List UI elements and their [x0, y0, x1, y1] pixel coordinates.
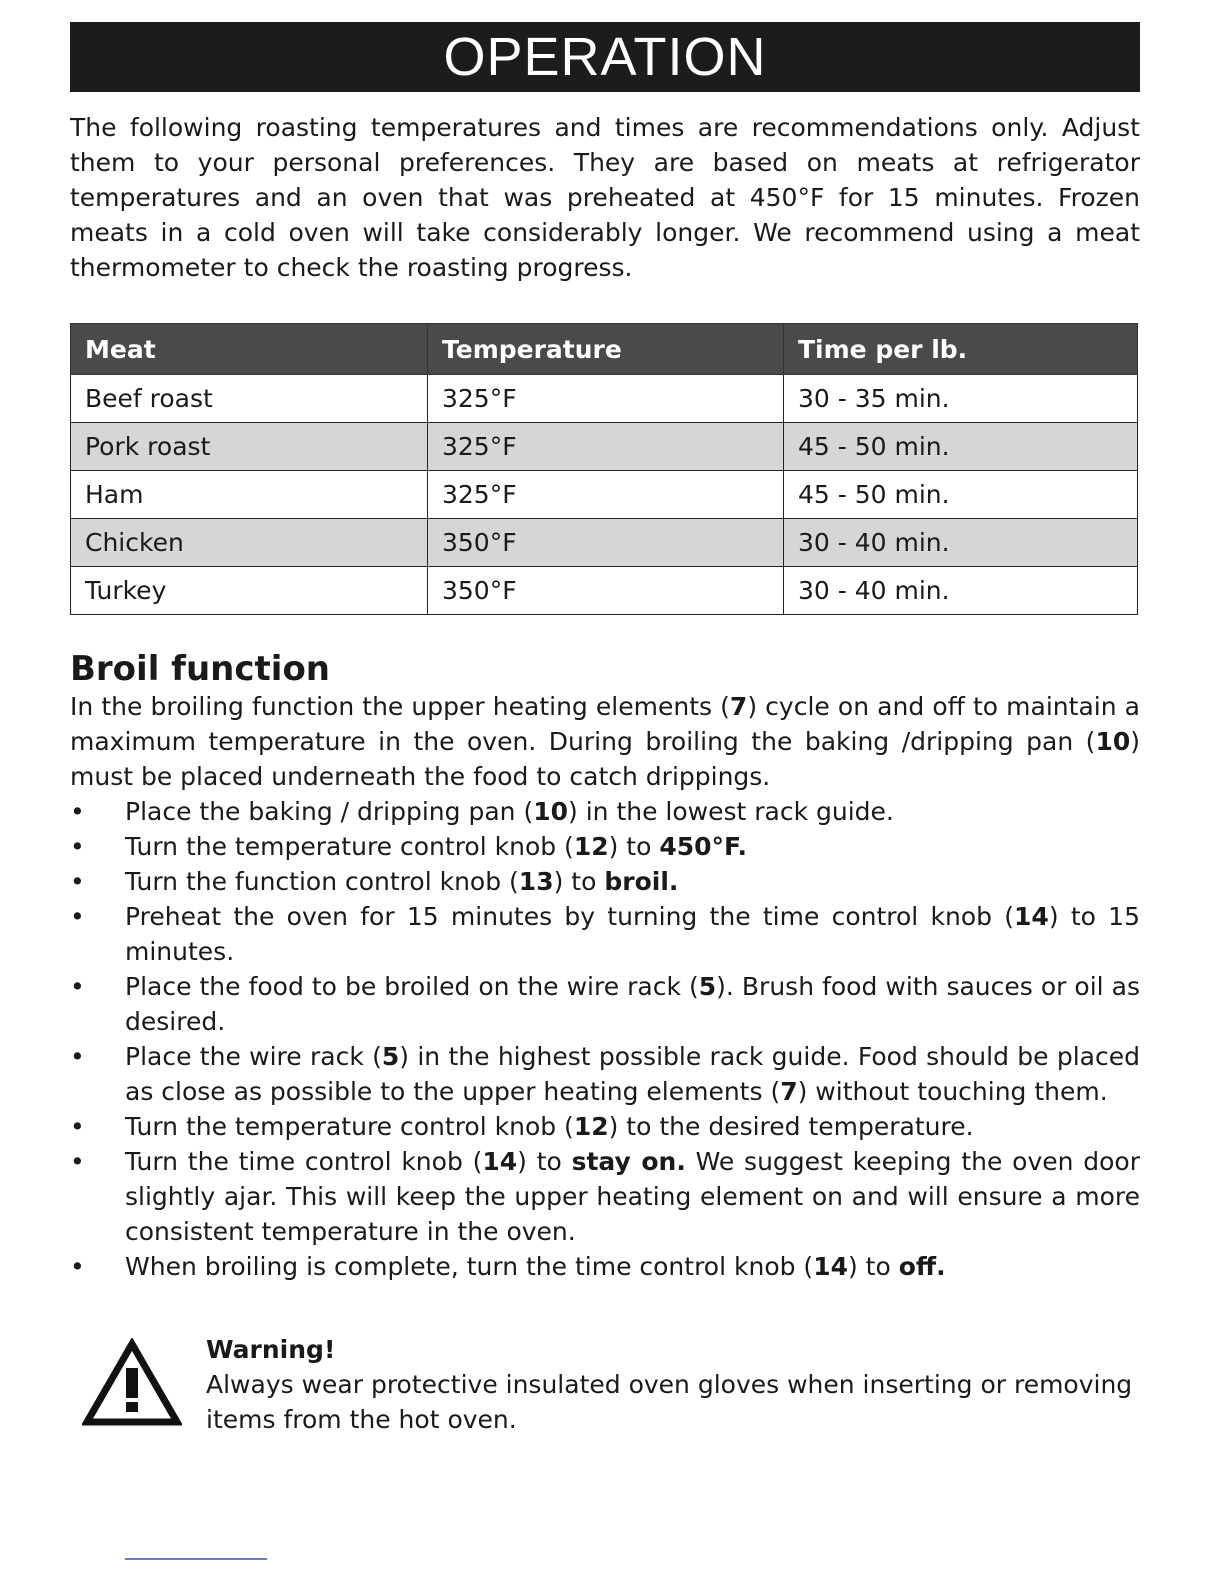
- table-row: [71, 375, 1138, 423]
- bullet-icon: •: [70, 867, 85, 896]
- text-run: ). Brush food with sauces or oil as desired.: [125, 972, 1140, 1036]
- cell-meat: Chicken: [71, 519, 428, 567]
- intro-paragraph: The following roasting temperatures and times are recommendations only. Adjust them to your personal preferences. They are based on meats at refrigerator temperatures and an oven that was preheated at 450°F for 15 minutes. Frozen meats in a cold oven will take considerably longer. We recommend using a meat thermometer to check the roasting progress.: [70, 113, 1140, 282]
- cell-meat: Ham: [71, 471, 428, 519]
- cell-time: 30 - 40 min.: [784, 519, 1138, 567]
- column-header-meat: Meat: [71, 324, 428, 375]
- text-run: ) to the desired temperature.: [608, 1112, 974, 1141]
- part-number: 12: [573, 832, 609, 861]
- list-item: [70, 794, 1140, 829]
- roasting-table: [70, 323, 1138, 615]
- text-run: Preheat the oven for 15 minutes by turning the time control knob (: [125, 902, 1015, 931]
- part-number: 7: [780, 1077, 798, 1106]
- text-run: ) to: [847, 1252, 899, 1281]
- page-title: OPERATION: [443, 27, 767, 87]
- manual-page: [70, 22, 1140, 1437]
- part-number: 14: [813, 1252, 848, 1281]
- text-run: Place the food to be broiled on the wire rack (: [125, 972, 699, 1001]
- footer-divider: [125, 1558, 267, 1560]
- part-number: 10: [1095, 727, 1131, 756]
- part-number: 7: [729, 692, 748, 721]
- table-row: [71, 519, 1138, 567]
- bullet-icon: •: [70, 1042, 85, 1071]
- text-run: ) must be placed underneath the food to catch drippings.: [70, 727, 1140, 791]
- setting-value: off.: [898, 1252, 946, 1281]
- bullet-icon: •: [70, 1112, 85, 1141]
- text-run: Turn the temperature control knob (: [125, 1112, 574, 1141]
- bullet-icon: •: [70, 902, 85, 931]
- part-number: 14: [482, 1147, 518, 1176]
- list-item: [70, 1249, 1140, 1284]
- list-item: [70, 899, 1140, 969]
- bullet-icon: •: [70, 972, 85, 1001]
- bullet-icon: •: [70, 797, 85, 826]
- list-item: [70, 1109, 1140, 1144]
- cell-temperature: 350°F: [428, 567, 784, 615]
- warning-box: [70, 1332, 1140, 1437]
- broil-heading: Broil function: [70, 649, 331, 689]
- bullet-icon: •: [70, 1252, 85, 1281]
- text-run: In the broiling function the upper heating elements (: [70, 692, 730, 721]
- setting-value: 450°F.: [659, 832, 747, 861]
- list-item: [70, 864, 1140, 899]
- text-run: ) to: [553, 867, 605, 896]
- list-item: [70, 1144, 1140, 1249]
- text-run: ) to: [608, 832, 660, 861]
- list-item: [70, 1039, 1140, 1109]
- cell-meat: Beef roast: [71, 375, 428, 423]
- bullet-icon: •: [70, 832, 85, 861]
- text-run: Turn the function control knob (: [125, 867, 519, 896]
- column-header-temperature: Temperature: [428, 324, 784, 375]
- broil-steps-list: [70, 794, 1140, 1284]
- cell-temperature: 325°F: [428, 423, 784, 471]
- text-run: ) to: [517, 1147, 572, 1176]
- table-row: [71, 471, 1138, 519]
- text-run: ) without touching them.: [797, 1077, 1108, 1106]
- part-number: 13: [518, 867, 554, 896]
- column-header-time: Time per lb.: [784, 324, 1138, 375]
- part-number: 10: [533, 797, 568, 826]
- text-run: Place the baking / dripping pan (: [125, 797, 534, 826]
- warning-message: Always wear protective insulated oven gloves when inserting or removing items from the hot oven.: [206, 1370, 1133, 1434]
- table-row: [71, 567, 1138, 615]
- part-number: 12: [573, 1112, 609, 1141]
- cell-meat: Pork roast: [71, 423, 428, 471]
- warning-triangle-icon: [82, 1338, 182, 1428]
- table-header-row: [71, 324, 1138, 375]
- bullet-icon: •: [70, 1147, 85, 1176]
- cell-temperature: 350°F: [428, 519, 784, 567]
- part-number: 5: [698, 972, 717, 1001]
- text-run: When broiling is complete, turn the time control knob (: [125, 1252, 814, 1281]
- part-number: 5: [381, 1042, 400, 1071]
- part-number: 14: [1014, 902, 1049, 931]
- text-run: ) in the lowest rack guide.: [568, 797, 894, 826]
- text-run: ) in the highest possible rack guide. Food should be placed as close as possible to the upper heating elements (: [125, 1042, 1140, 1106]
- setting-value: broil.: [604, 867, 679, 896]
- cell-time: 45 - 50 min.: [784, 423, 1138, 471]
- table-row: [71, 423, 1138, 471]
- text-run: We suggest keeping the oven door slightly ajar. This will keep the upper heating element on and will ensure a more consistent temperature in the oven.: [125, 1147, 1140, 1246]
- text-run: ) cycle on and off to maintain a maximum temperature in the oven. During broiling the baking /dripping pan (: [70, 692, 1140, 756]
- title-bar: [70, 22, 1140, 92]
- warning-text-block: [206, 1332, 1140, 1437]
- warning-title: Warning!: [206, 1335, 336, 1364]
- cell-time: 45 - 50 min.: [784, 471, 1138, 519]
- list-item: [70, 969, 1140, 1039]
- text-run: Turn the time control knob (: [125, 1147, 483, 1176]
- cell-temperature: 325°F: [428, 471, 784, 519]
- list-item: [70, 829, 1140, 864]
- cell-temperature: 325°F: [428, 375, 784, 423]
- text-run: Place the wire rack (: [125, 1042, 382, 1071]
- text-run: Turn the temperature control knob (: [125, 832, 574, 861]
- text-run: ) to 15 minutes.: [125, 902, 1140, 966]
- cell-time: 30 - 35 min.: [784, 375, 1138, 423]
- cell-meat: Turkey: [71, 567, 428, 615]
- cell-time: 30 - 40 min.: [784, 567, 1138, 615]
- broil-paragraph: [70, 689, 1140, 794]
- setting-value: stay on.: [571, 1147, 686, 1176]
